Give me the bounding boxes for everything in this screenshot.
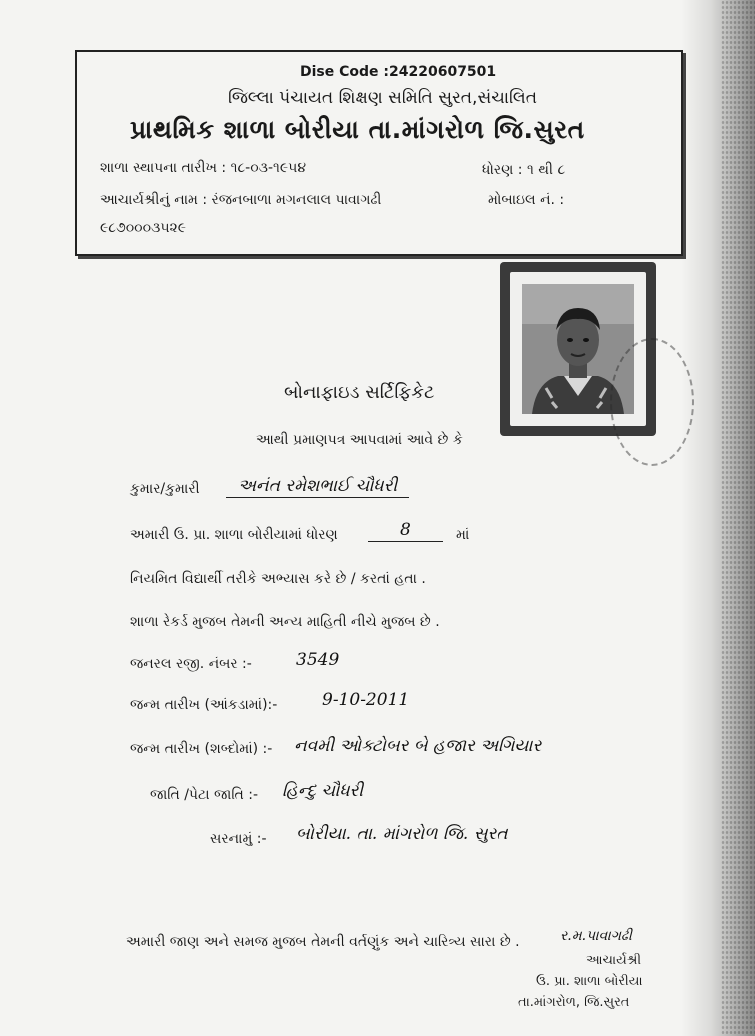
student-label: કુમાર/કુમારી (130, 481, 200, 497)
intro-line: આથી પ્રમાણપત્ર આપવામાં આવે છે કે (256, 432, 463, 448)
dob-words-value: નવમી ઓક્ટોબર બે હજાર અગિયાર (294, 736, 542, 756)
scan-edge-noise (721, 0, 755, 1036)
principal-name: આચાર્યશ્રીનું નામ : રંજનબાળા મગનલાલ પાવાગઢી (100, 192, 382, 208)
school-stamp-icon (610, 338, 694, 466)
school-line-suffix: માં (456, 527, 470, 543)
address-label: સરનામું :- (210, 831, 267, 847)
signature-title: આચાર્યશ્રી (586, 953, 642, 968)
student-name-value: અનંત રમેશભાઈ ચૌધરી (226, 476, 409, 498)
dob-words-label: જન્મ તારીખ (શબ્દોમાં) :- (130, 741, 273, 757)
principal-signature: ર.મ.પાવાગઢી (560, 928, 632, 944)
dise-code: Dise Code :24220607501 (300, 64, 497, 80)
conduct-line: અમારી જાણ અને સમજ મુજબ તેમની વર્તણુંક અને ચારિત્ર્ય સારા છે . (126, 934, 520, 950)
standard-range: ધોરણ : ૧ થી ૮ (482, 162, 566, 178)
gr-number-value: 3549 (296, 650, 340, 670)
signature-place: તા.માંગરોળ, જિ.સુરત (518, 995, 630, 1010)
caste-value: હિન્દુ ચૌધરી (282, 781, 364, 801)
student-name (226, 476, 409, 496)
signature-school: ઉ. પ્રા. શાળા બોરીયા (536, 974, 643, 989)
dob-digits-label: જન્મ તારીખ (આંકડામાં):- (130, 697, 278, 713)
dob-digits-value: 9-10-2011 (322, 690, 410, 710)
standard-value: 8 (368, 520, 443, 542)
founded-date: શાળા સ્થાપના તારીખ : ૧૮-૦૩-૧૯૫૪ (100, 160, 307, 176)
panchayat-line: જિલ્લા પંચાયત શિક્ષણ સમિતિ સુરત,સંચાલિત (228, 88, 537, 108)
address-value: બોરીયા. તા. માંગરોળ જિ. સુરત (296, 824, 508, 844)
mobile-number: ૯૮૭૦૦૦૩૫૨૯ (100, 220, 187, 236)
standard-field (368, 520, 443, 540)
regular-student-line: નિયમિત વિદ્યાર્થી તરીકે અભ્યાસ કરે છે / કરતાં હતા . (130, 571, 426, 587)
certificate-title: બોનાફાઇડ સર્ટિફિકેટ (284, 382, 435, 403)
school-line-prefix: અમારી ઉ. પ્રા. શાળા બોરીયામાં ધોરણ (130, 527, 338, 543)
mobile-label: મોબાઇલ નં. : (488, 192, 565, 208)
gr-number-label: જનરલ રજી. નંબર :- (130, 656, 252, 672)
school-name: પ્રાથમિક શાળા બોરીયા તા.માંગરોળ જિ.સુરત (130, 115, 585, 144)
caste-label: જાતિ /પેટા જાતિ :- (150, 787, 258, 803)
record-line: શાળા રેકર્ડ મુજબ તેમની અન્ય માહિતી નીચે મુજબ છે . (130, 614, 440, 630)
